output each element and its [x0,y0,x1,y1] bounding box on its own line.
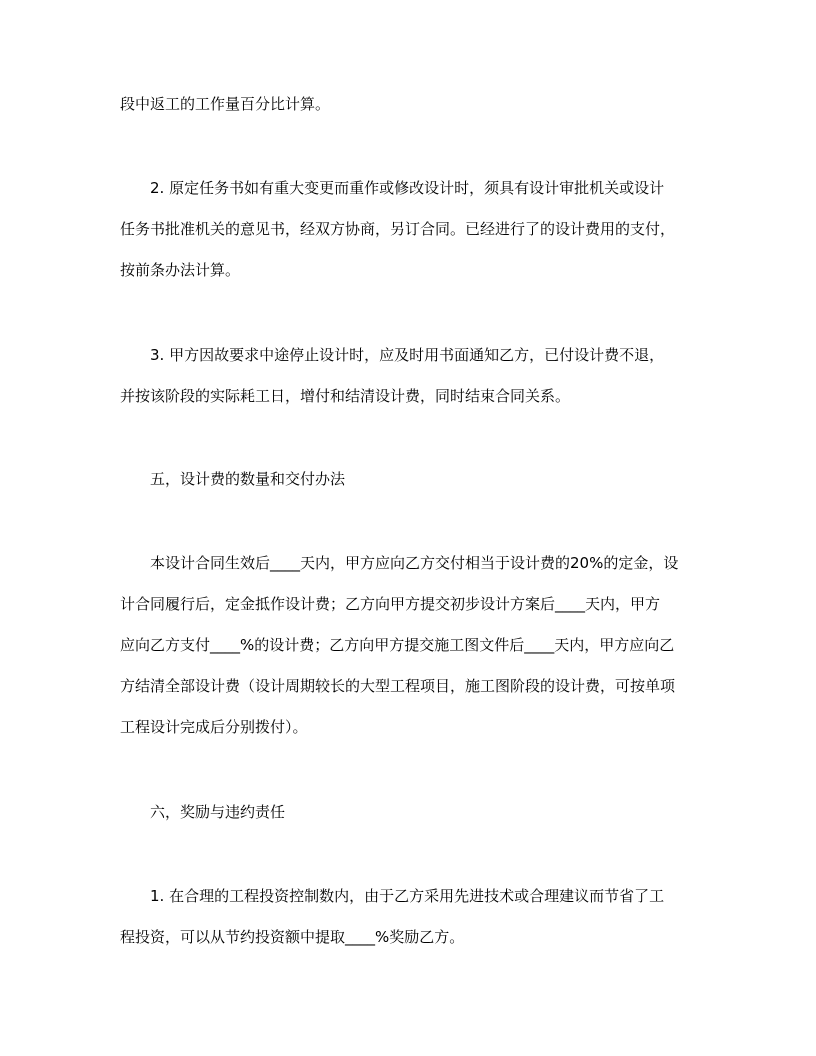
paragraph-line: 1. 在合理的工程投资控制数内，由于乙方采用先进技术或合理建议而节省了工 [150,887,665,905]
clause-2 [120,168,700,291]
paragraph-line: 本设计合同生效后____天内，甲方应向乙方交付相当于设计费的20%的定金，设 [150,554,679,572]
paragraph-line: 任务书批准机关的意见书，经双方协商，另订合同。已经进行了的设计费用的支付， [120,220,676,238]
section-6-heading [120,792,700,833]
paragraph-line: 并按该阶段的实际耗工日，增付和结清设计费，同时结束合同关系。 [120,387,571,405]
paragraph-line: 2. 原定任务书如有重大变更而重作或修改设计时，须具有设计审批机关或设计 [150,179,665,197]
paragraph-line: 段中返工的工作量百分比计算。 [120,95,331,113]
paragraph-line: 计合同履行后，定金抵作设计费；乙方向甲方提交初步设计方案后____天内，甲方 [120,595,661,613]
section-5-heading [120,459,700,500]
clause-6-1 [120,876,700,958]
paragraph-line: 方结清全部设计费（设计周期较长的大型工程项目，施工图阶段的设计费，可按单项 [120,677,676,695]
paragraph-line: 工程设计完成后分别拨付）。 [120,718,308,736]
section-heading: 六，奖励与违约责任 [150,803,286,821]
paragraph-line: 应向乙方支付____%的设计费；乙方向甲方提交施工图文件后____天内，甲方应向乙 [120,636,675,654]
paragraph-line: 程投资，可以从节约投资额中提取____%奖励乙方。 [120,928,465,946]
section-heading: 五，设计费的数量和交付办法 [150,470,346,488]
paragraph-line: 3. 甲方因故要求中途停止设计时，应及时用书面通知乙方，已付设计费不退， [150,346,665,364]
clause-3 [120,335,700,417]
paragraph-line: 按前条办法计算。 [120,261,241,279]
section-5-body [120,543,700,748]
paragraph-continuation [120,84,700,125]
